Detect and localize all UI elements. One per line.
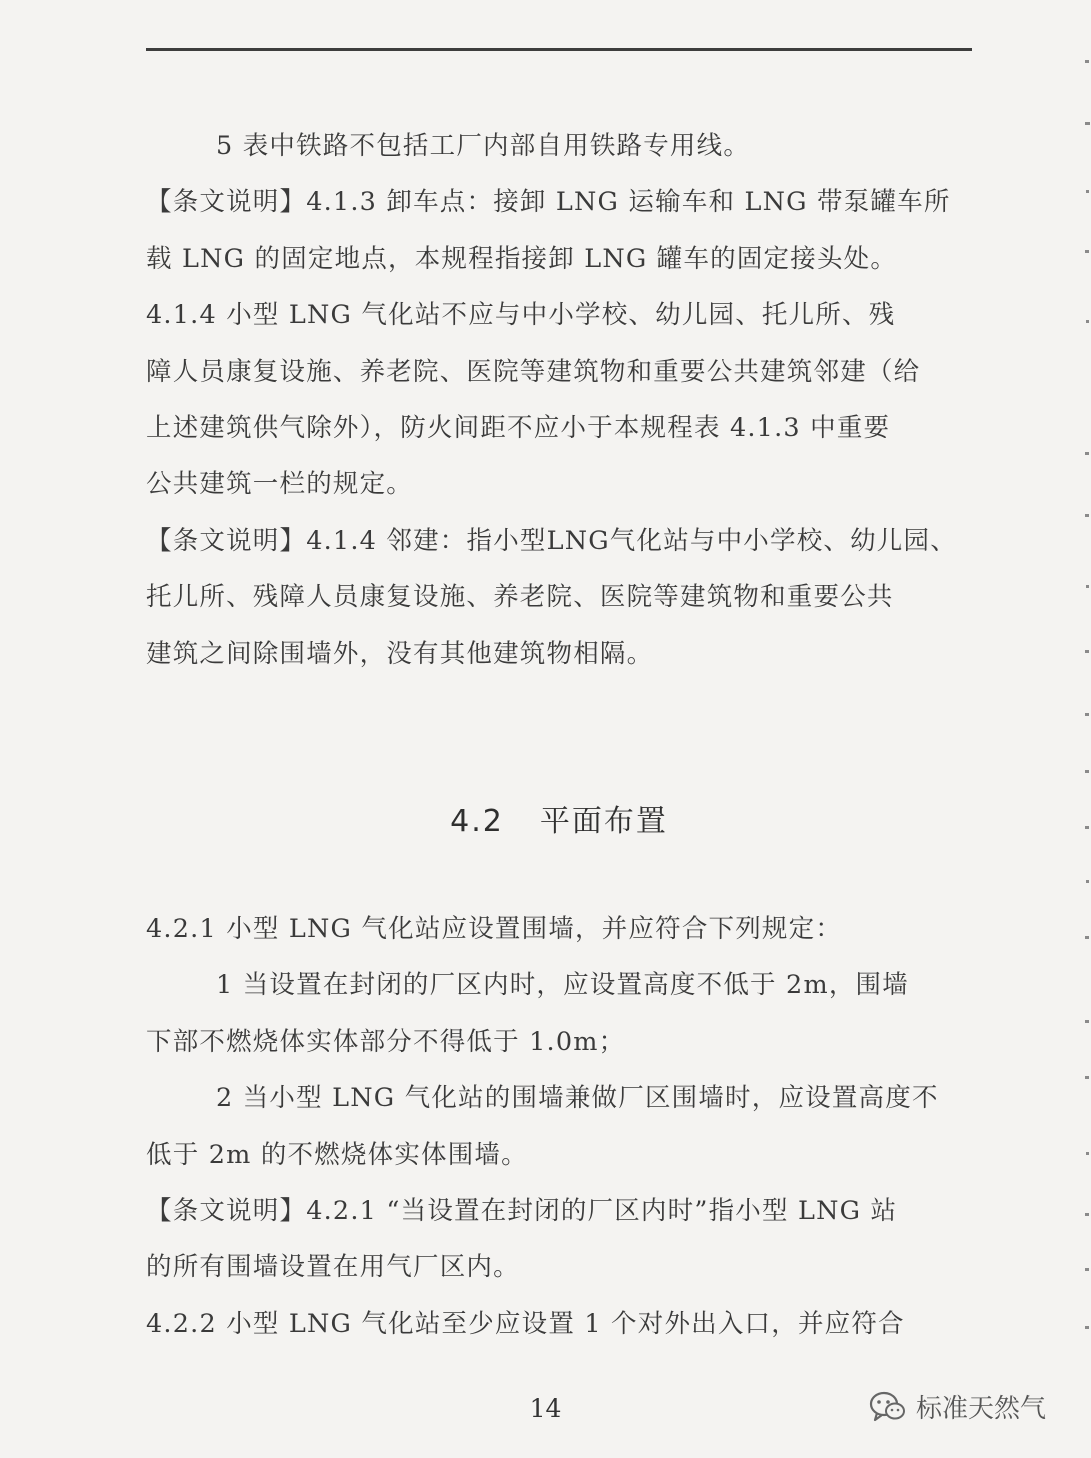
text-line: 建筑之间除围墙外，没有其他建筑物相隔。 [146, 638, 654, 669]
page-number: 14 [529, 1394, 562, 1423]
text-line: 【条文说明】4.1.4 邻建：指小型LNG气化站与中小学校、幼儿园、 [146, 525, 957, 556]
watermark [868, 1388, 1046, 1425]
text-line: 低于 2m 的不燃烧体实体围墙。 [146, 1139, 528, 1170]
text-line: 1 当设置在封闭的厂区内时，应设置高度不低于 2m，围墙 [216, 970, 909, 1001]
text-line: 公共建筑一栏的规定。 [146, 469, 414, 500]
text-line: 【条文说明】4.2.1 “当设置在封闭的厂区内时”指小型 LNG 站 [146, 1196, 898, 1227]
text-line: 障人员康复设施、养老院、医院等建筑物和重要公共建筑邻建（给 [146, 356, 921, 387]
watermark-text: 标准天然气 [916, 1394, 1047, 1424]
text-line: 托儿所、残障人员康复设施、养老院、医院等建筑物和重要公共 [146, 582, 894, 613]
wechat-icon [868, 1389, 908, 1425]
section-title: 平面布置 [539, 804, 668, 839]
text-line: 5 表中铁路不包括工厂内部自用铁路专用线。 [216, 131, 751, 161]
text-line: 下部不燃烧体实体部分不得低于 1.0m； [146, 1026, 626, 1057]
text-line: 上述建筑供气除外），防火间距不应小于本规程表 4.1.3 中重要 [146, 413, 891, 444]
text-line: 4.1.4 小型 LNG 气化站不应与中小学校、幼儿园、托儿所、残 [146, 300, 896, 331]
text-line: 载 LNG 的固定地点，本规程指接卸 LNG 罐车的固定接头处。 [146, 243, 898, 274]
header-rule [146, 48, 972, 51]
page-edge-marks [1077, 0, 1091, 1458]
text-block-bottom [146, 901, 972, 1352]
section-number: 4.2 [450, 804, 504, 839]
text-line: 【条文说明】4.1.3 卸车点：接卸 LNG 运输车和 LNG 带泵罐车所 [146, 187, 951, 218]
section-heading [146, 796, 972, 840]
text-line: 2 当小型 LNG 气化站的围墙兼做厂区围墙时，应设置高度不 [216, 1083, 939, 1114]
text-line: 4.2.1 小型 LNG 气化站应设置围墙，并应符合下列规定： [146, 914, 843, 944]
text-line: 4.2.2 小型 LNG 气化站至少应设置 1 个对外出入口，并应符合 [146, 1308, 905, 1339]
text-line: 的所有围墙设置在用气厂区内。 [146, 1252, 520, 1283]
text-block-top [146, 118, 972, 682]
